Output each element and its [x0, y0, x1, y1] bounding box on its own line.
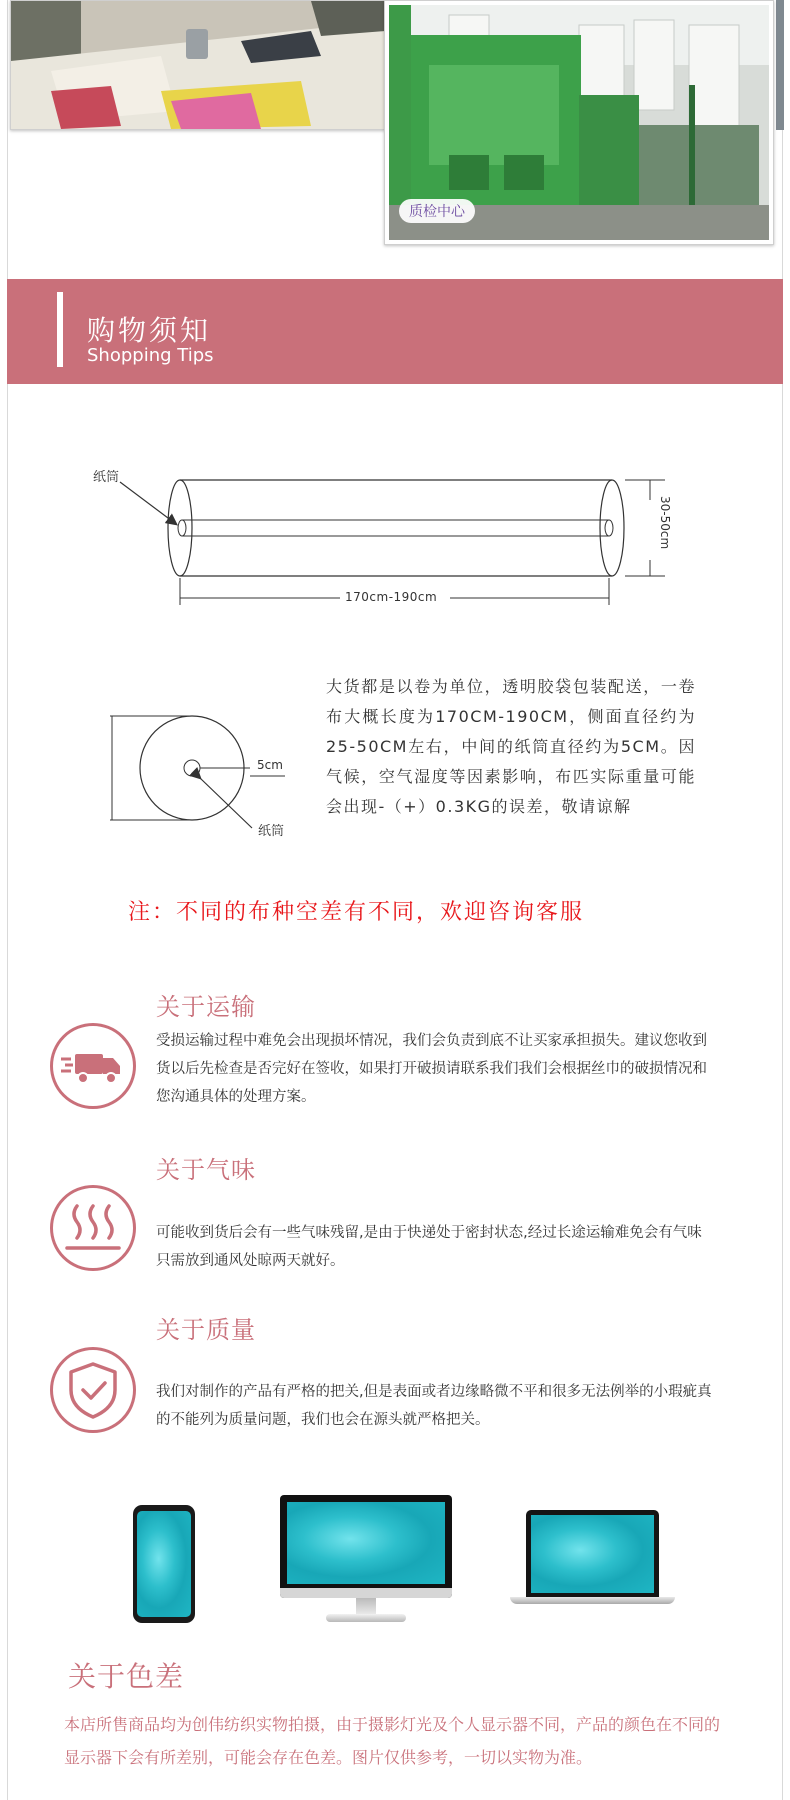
monitor-image [280, 1495, 452, 1630]
transport-icon-circle [50, 1023, 136, 1109]
smell-title: 关于气味 [156, 1156, 256, 1184]
quality-title: 关于质量 [156, 1316, 256, 1344]
roll-tube-label: 纸筒 [93, 470, 120, 485]
photo-edge-strip [776, 0, 784, 130]
cross-section-tube-label: 纸筒 [258, 824, 285, 839]
right-border [782, 0, 783, 1800]
smell-icon-circle [50, 1185, 136, 1271]
quality-icon-circle [50, 1347, 136, 1433]
color-difference-title: 关于色差 [68, 1660, 185, 1693]
transport-text: 受损运输过程中难免会出现损坏情况，我们会负责到底不让买家承担损失。建议您收到货以后先检查是否完好在签收，如果打开破损请联系我们我们会根据丝巾的破损情况和您沟通具体的处理方案。 [156, 1033, 707, 1105]
phone-image [133, 1505, 195, 1623]
roll-length-label: 170cm-190cm [345, 590, 438, 604]
quality-center-badge: 质检中心 [399, 199, 475, 223]
core-diameter-label: 5cm [257, 758, 283, 772]
laptop-image [510, 1510, 675, 1610]
left-border [7, 0, 8, 1800]
roll-length-diagram [90, 460, 690, 620]
quality-center-photo [384, 0, 774, 245]
heat-icon [53, 1188, 133, 1268]
quality-text: 我们对制作的产品有严格的把关,但是表面或者边缘略微不平和很多无法例举的小瑕疵真的不能列为质量问题，我们也会在源头就严格把关。 [156, 1384, 712, 1428]
color-difference-text: 本店所售商品均为创伟纺织实物拍摄，由于摄影灯光及个人显示器不同，产品的颜色在不同的显示器下会有所差别，可能会存在色差。图片仅供参考，一切以实物为准。 [64, 1715, 721, 1767]
customer-service-note: 注：不同的布种空差有不同，欢迎咨询客服 [128, 900, 585, 925]
banner-accent-bar [57, 292, 63, 367]
banner-subtitle: Shopping Tips [87, 345, 214, 366]
cross-section-drawing [100, 700, 320, 840]
truck-icon [53, 1026, 133, 1106]
shield-check-icon [53, 1350, 133, 1430]
transport-title: 关于运输 [156, 993, 256, 1021]
roll-description: 大货都是以卷为单位，透明胶袋包装配送，一卷布大概长度为170CM-190CM，侧面直径约为25-50CM左右，中间的纸筒直径约为5CM。因气候，空气湿度等因素影响，布匹实际重量可能会出现-（+）0.3KG的误差，敬请谅解 [326, 677, 696, 816]
office-photo [10, 0, 385, 130]
roll-diameter-label: 30-50cm [658, 496, 672, 550]
roll-cross-section-diagram [100, 700, 320, 840]
smell-text: 可能收到货后会有一些气味残留,是由于快递处于密封状态,经过长途运输难免会有气味只需放到通风处晾两天就好。 [156, 1225, 702, 1269]
shopping-tips-banner [7, 279, 783, 384]
banner-title: 购物须知 [87, 314, 212, 347]
